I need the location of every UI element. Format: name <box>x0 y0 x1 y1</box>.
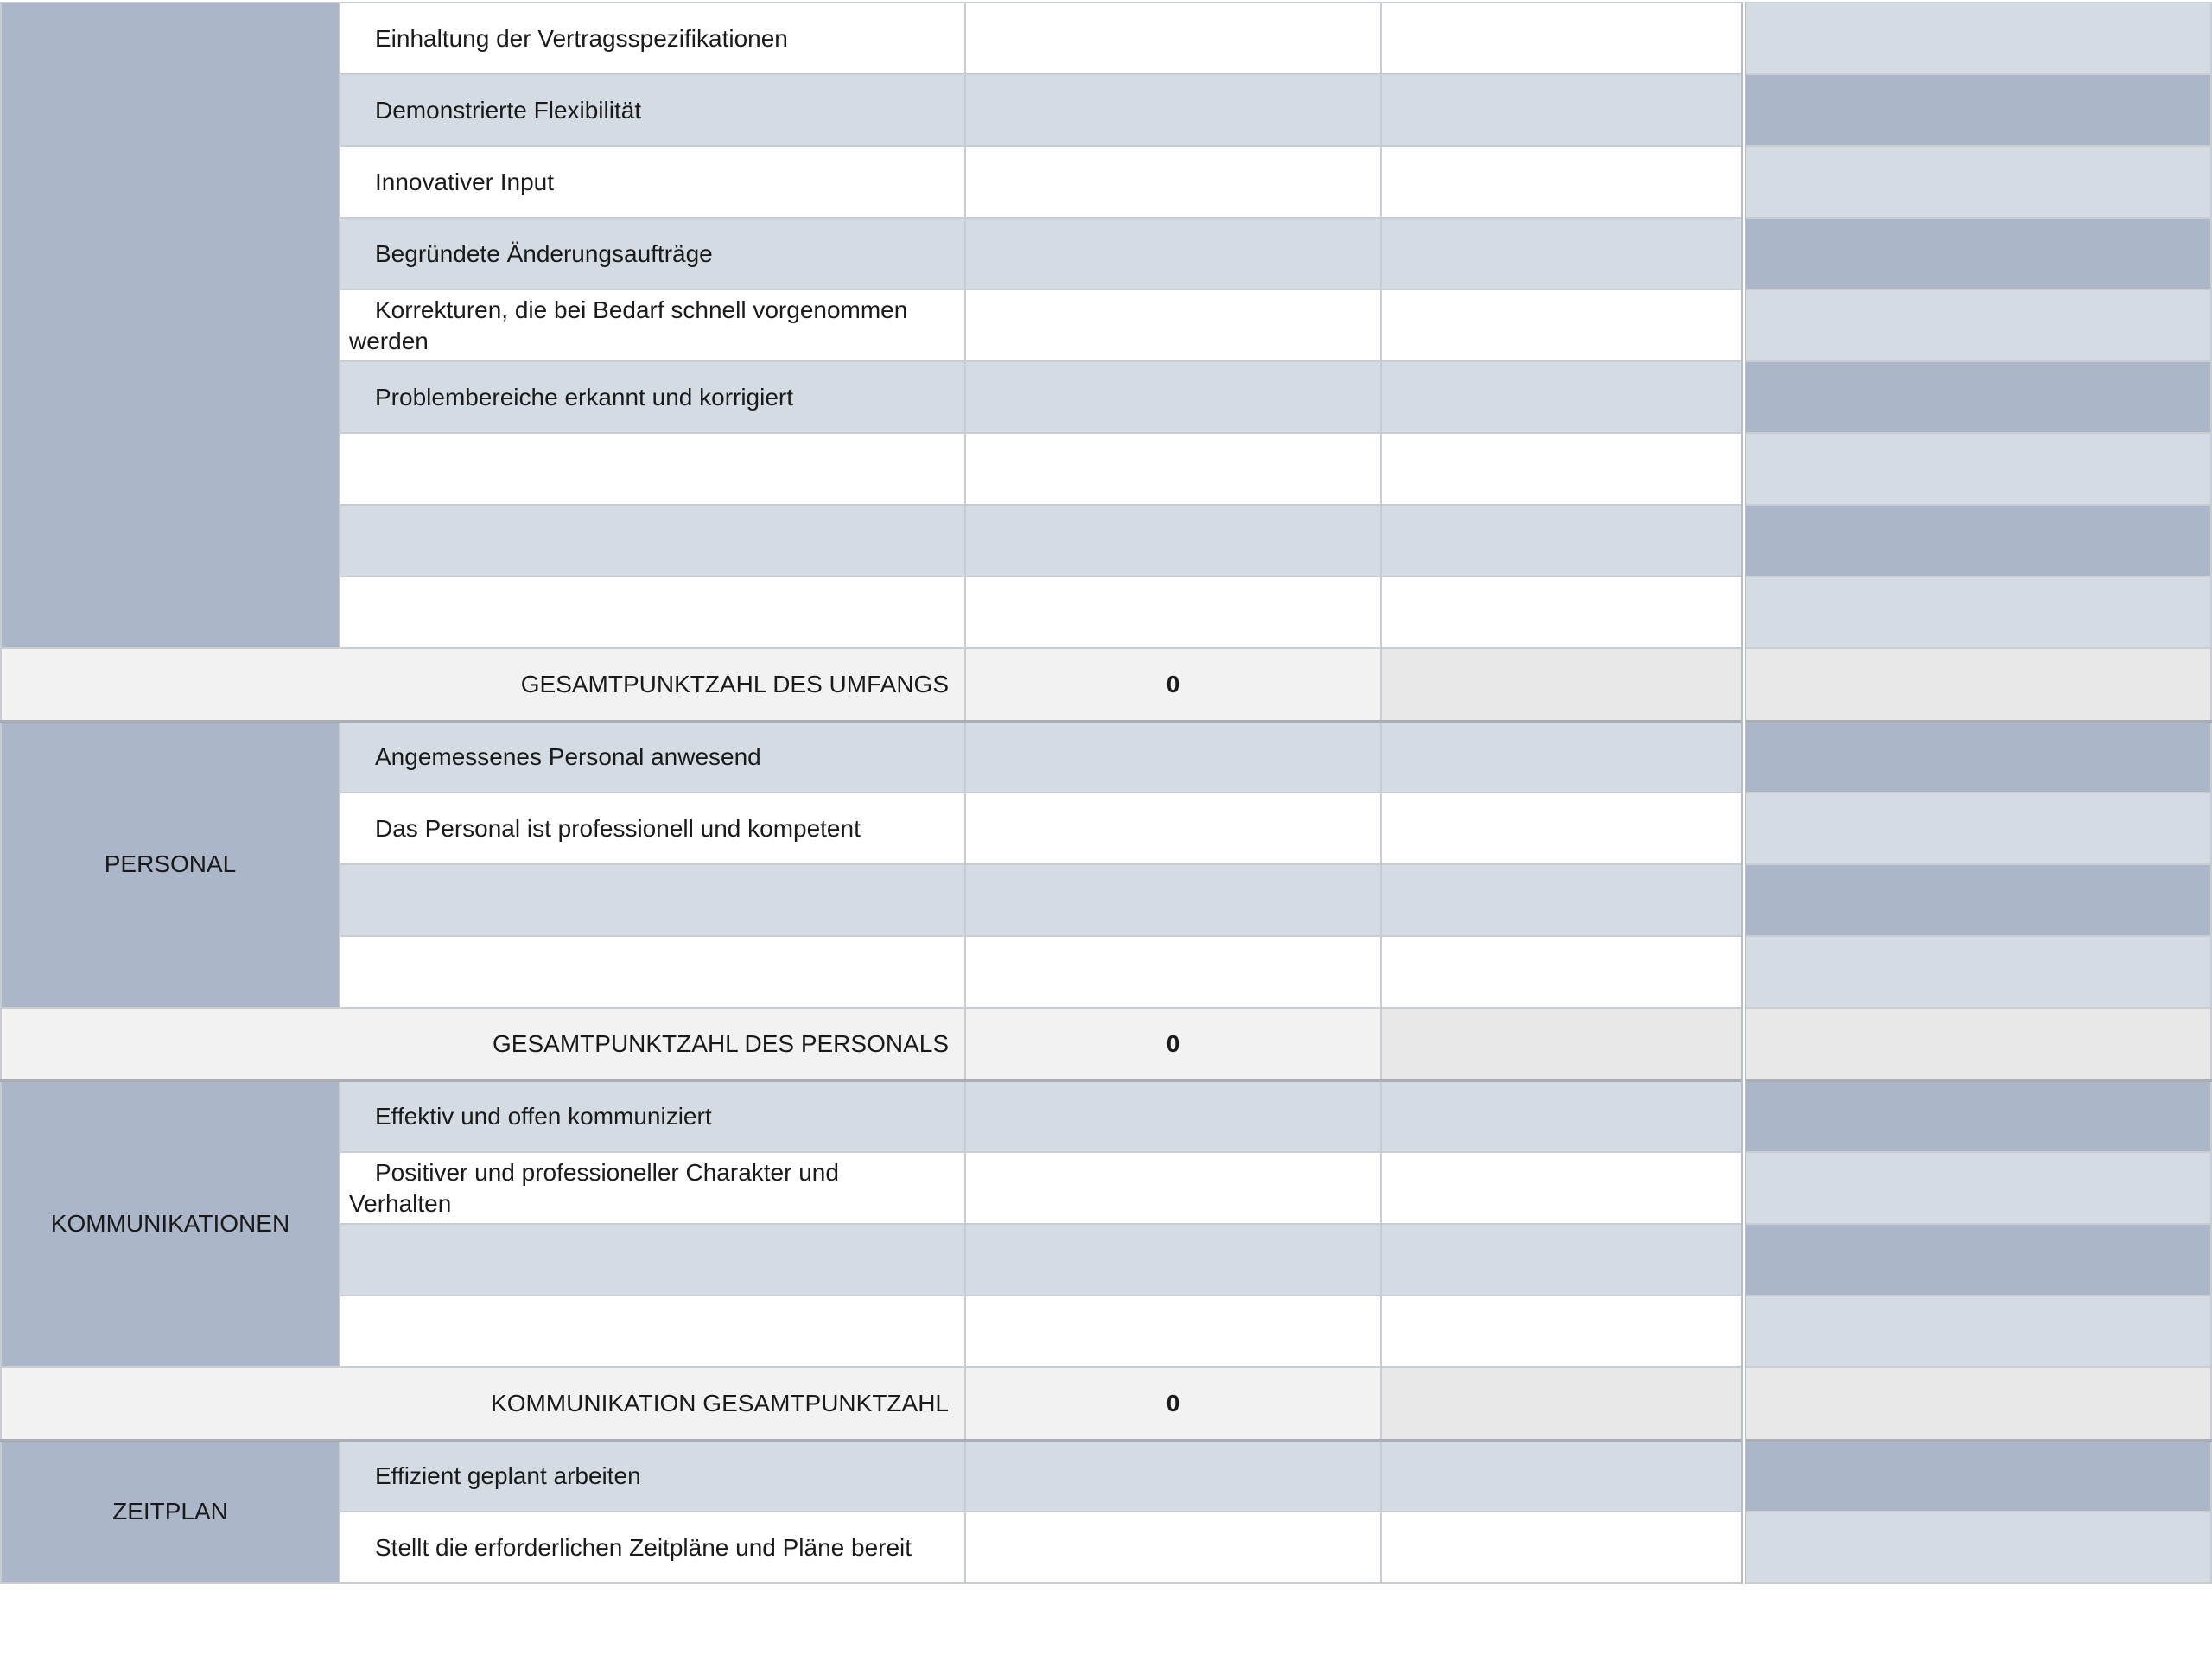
weight-cell[interactable] <box>1381 433 1744 505</box>
section-total-value: 0 <box>965 648 1381 721</box>
section-total-weight <box>1381 1008 1744 1080</box>
criterion-cell[interactable] <box>340 576 965 648</box>
score-cell[interactable] <box>965 74 1381 146</box>
weight-cell[interactable] <box>1381 1296 1744 1367</box>
table-row <box>1 3 2211 74</box>
score-cell[interactable] <box>965 793 1381 864</box>
section-total-weighted <box>1744 1008 2211 1080</box>
score-cell[interactable] <box>965 1080 1381 1152</box>
weight-cell[interactable] <box>1381 3 1744 74</box>
scorecard-table <box>0 2 2212 1584</box>
weighted-total-cell <box>1744 505 2211 576</box>
category-cell-scope <box>1 3 340 648</box>
section-total-weighted <box>1744 648 2211 721</box>
section-total-label: GESAMTPUNKTZAHL DES PERSONALS <box>1 1008 965 1080</box>
criterion-cell[interactable] <box>340 1224 965 1296</box>
weight-cell[interactable] <box>1381 290 1744 361</box>
weight-cell[interactable] <box>1381 793 1744 864</box>
weighted-total-cell <box>1744 3 2211 74</box>
weight-cell[interactable] <box>1381 218 1744 290</box>
weighted-total-cell <box>1744 74 2211 146</box>
weight-cell[interactable] <box>1381 74 1744 146</box>
score-cell[interactable] <box>965 146 1381 218</box>
score-cell[interactable] <box>965 936 1381 1008</box>
score-cell[interactable] <box>965 3 1381 74</box>
section-total-row-scope <box>1 648 2211 721</box>
weighted-total-cell <box>1744 290 2211 361</box>
criterion-cell[interactable]: Korrekturen, die bei Bedarf schnell vorgenommen werden <box>340 290 965 361</box>
section-total-value: 0 <box>965 1008 1381 1080</box>
category-cell-communications: KOMMUNIKATIONEN <box>1 1080 340 1367</box>
section-total-weighted <box>1744 1367 2211 1440</box>
weighted-total-cell <box>1744 1224 2211 1296</box>
table-row <box>1 721 2211 793</box>
score-cell[interactable] <box>965 218 1381 290</box>
score-cell[interactable] <box>965 1296 1381 1367</box>
category-cell-schedule: ZEITPLAN <box>1 1440 340 1583</box>
weighted-total-cell <box>1744 1080 2211 1152</box>
weight-cell[interactable] <box>1381 576 1744 648</box>
criterion-cell[interactable] <box>340 433 965 505</box>
weight-cell[interactable] <box>1381 505 1744 576</box>
criterion-cell[interactable] <box>340 936 965 1008</box>
weight-cell[interactable] <box>1381 1152 1744 1224</box>
weighted-total-cell <box>1744 218 2211 290</box>
weighted-total-cell <box>1744 1152 2211 1224</box>
criterion-cell[interactable]: Das Personal ist professionell und kompetent <box>340 793 965 864</box>
score-cell[interactable] <box>965 576 1381 648</box>
criterion-cell[interactable]: Effizient geplant arbeiten <box>340 1440 965 1512</box>
weight-cell[interactable] <box>1381 864 1744 936</box>
score-cell[interactable] <box>965 505 1381 576</box>
table-row <box>1 1440 2211 1512</box>
score-cell[interactable] <box>965 361 1381 433</box>
section-total-weight <box>1381 1367 1744 1440</box>
weighted-total-cell <box>1744 146 2211 218</box>
weighted-total-cell <box>1744 1296 2211 1367</box>
section-total-row-communications <box>1 1367 2211 1440</box>
weighted-total-cell <box>1744 1440 2211 1512</box>
weight-cell[interactable] <box>1381 1512 1744 1583</box>
weighted-total-cell <box>1744 361 2211 433</box>
section-total-row-personnel <box>1 1008 2211 1080</box>
score-cell[interactable] <box>965 1152 1381 1224</box>
criterion-cell[interactable]: Stellt die erforderlichen Zeitpläne und Pläne bereit <box>340 1512 965 1583</box>
weight-cell[interactable] <box>1381 1080 1744 1152</box>
criterion-cell[interactable]: Effektiv und offen kommuniziert <box>340 1080 965 1152</box>
criterion-cell[interactable] <box>340 864 965 936</box>
score-cell[interactable] <box>965 1512 1381 1583</box>
section-total-value: 0 <box>965 1367 1381 1440</box>
score-cell[interactable] <box>965 290 1381 361</box>
criterion-cell[interactable]: Begründete Änderungsaufträge <box>340 218 965 290</box>
weighted-total-cell <box>1744 721 2211 793</box>
section-total-label: KOMMUNIKATION GESAMTPUNKTZAHL <box>1 1367 965 1440</box>
weight-cell[interactable] <box>1381 721 1744 793</box>
score-cell[interactable] <box>965 721 1381 793</box>
weight-cell[interactable] <box>1381 1224 1744 1296</box>
weighted-total-cell <box>1744 1512 2211 1583</box>
criterion-cell[interactable] <box>340 505 965 576</box>
criterion-cell[interactable]: Innovativer Input <box>340 146 965 218</box>
criterion-cell[interactable]: Einhaltung der Vertragsspezifikationen <box>340 3 965 74</box>
criterion-cell[interactable]: Problembereiche erkannt und korrigiert <box>340 361 965 433</box>
weight-cell[interactable] <box>1381 361 1744 433</box>
table-row <box>1 1080 2211 1152</box>
score-cell[interactable] <box>965 1440 1381 1512</box>
weighted-total-cell <box>1744 576 2211 648</box>
score-cell[interactable] <box>965 1224 1381 1296</box>
criterion-cell[interactable]: Angemessenes Personal anwesend <box>340 721 965 793</box>
score-cell[interactable] <box>965 864 1381 936</box>
weight-cell[interactable] <box>1381 146 1744 218</box>
category-cell-personnel: PERSONAL <box>1 721 340 1008</box>
criterion-cell[interactable]: Demonstrierte Flexibilität <box>340 74 965 146</box>
weight-cell[interactable] <box>1381 1440 1744 1512</box>
weighted-total-cell <box>1744 864 2211 936</box>
score-cell[interactable] <box>965 433 1381 505</box>
weighted-total-cell <box>1744 936 2211 1008</box>
section-total-label: GESAMTPUNKTZAHL DES UMFANGS <box>1 648 965 721</box>
criterion-cell[interactable]: Positiver und professioneller Charakter und Verhalten <box>340 1152 965 1224</box>
weighted-total-cell <box>1744 793 2211 864</box>
weighted-total-cell <box>1744 433 2211 505</box>
criterion-cell[interactable] <box>340 1296 965 1367</box>
weight-cell[interactable] <box>1381 936 1744 1008</box>
section-total-weight <box>1381 648 1744 721</box>
